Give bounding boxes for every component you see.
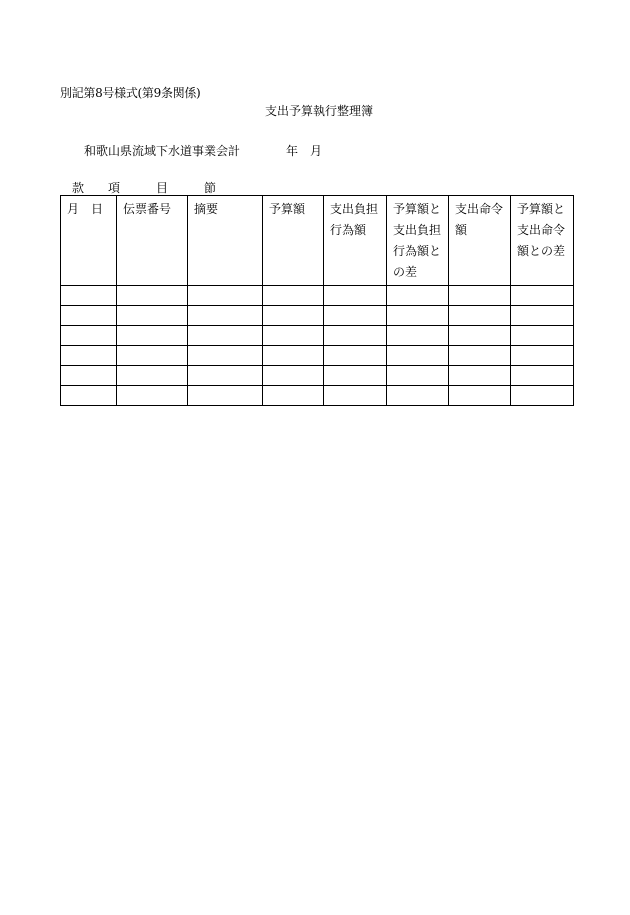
table-cell — [324, 386, 387, 406]
table-cell — [511, 386, 574, 406]
header-row — [61, 196, 574, 286]
table-cell — [511, 346, 574, 366]
table-cell — [263, 286, 324, 306]
table-cell — [263, 366, 324, 386]
col-header-payment-order: 支出命令額 — [449, 196, 511, 286]
table-cell — [324, 286, 387, 306]
col-header-commitment: 支出負担行為額 — [324, 196, 387, 286]
table-cell — [387, 346, 449, 366]
classification-setsu: 節 — [204, 181, 217, 195]
col-header-slip-number: 伝票番号 — [117, 196, 188, 286]
table-cell — [188, 386, 263, 406]
table-cell — [449, 306, 511, 326]
organization-name: 和歌山県流域下水道事業会計 — [84, 144, 241, 158]
col-header-budget-payment-diff: 予算額と支出命令額との差 — [511, 196, 574, 286]
form-reference: 別記第8号様式(第9条関係) — [60, 86, 201, 100]
table-cell — [61, 386, 117, 406]
table-cell — [263, 306, 324, 326]
table-cell — [117, 306, 188, 326]
table-cell — [188, 366, 263, 386]
table-cell — [324, 306, 387, 326]
table-row — [61, 286, 574, 306]
table-cell — [188, 346, 263, 366]
table-cell — [117, 326, 188, 346]
col-header-date: 月 日 — [61, 196, 117, 286]
table-cell — [117, 366, 188, 386]
classification-kan: 款 — [72, 181, 85, 195]
table-cell — [263, 326, 324, 346]
table-row — [61, 306, 574, 326]
table-cell — [324, 346, 387, 366]
table-cell — [387, 326, 449, 346]
table-cell — [117, 386, 188, 406]
table-cell — [61, 366, 117, 386]
table-cell — [449, 346, 511, 366]
table-cell — [263, 386, 324, 406]
table-cell — [61, 286, 117, 306]
table-cell — [387, 306, 449, 326]
col-header-description: 摘要 — [188, 196, 263, 286]
col-header-budget-commitment-diff: 予算額と支出負担行為額との差 — [387, 196, 449, 286]
table-cell — [511, 326, 574, 346]
table-cell — [511, 306, 574, 326]
table-cell — [449, 286, 511, 306]
table-cell — [61, 306, 117, 326]
table-cell — [117, 346, 188, 366]
page-title — [0, 102, 630, 119]
classification-kou: 項 — [108, 181, 121, 195]
col-header-budget: 予算額 — [263, 196, 324, 286]
classification-row — [72, 179, 272, 195]
page-title-text: 支出予算執行整理簿 — [264, 104, 373, 118]
table-cell — [117, 286, 188, 306]
table-cell — [188, 286, 263, 306]
table-cell — [387, 286, 449, 306]
table-row — [61, 326, 574, 346]
table-cell — [324, 326, 387, 346]
table-cell — [387, 366, 449, 386]
table-cell — [449, 386, 511, 406]
table-cell — [449, 326, 511, 346]
classification-moku: 目 — [156, 181, 169, 195]
table-cell — [387, 386, 449, 406]
table-cell — [449, 366, 511, 386]
table-cell — [324, 366, 387, 386]
table-cell — [61, 346, 117, 366]
table-row — [61, 366, 574, 386]
table-cell — [188, 306, 263, 326]
table-row — [61, 346, 574, 366]
table-cell — [263, 346, 324, 366]
table-cell — [511, 286, 574, 306]
table-cell — [511, 366, 574, 386]
ledger-table — [60, 195, 574, 406]
year-month-label: 年 月 — [286, 144, 323, 158]
table-row — [61, 386, 574, 406]
table-cell — [188, 326, 263, 346]
table-cell — [61, 326, 117, 346]
